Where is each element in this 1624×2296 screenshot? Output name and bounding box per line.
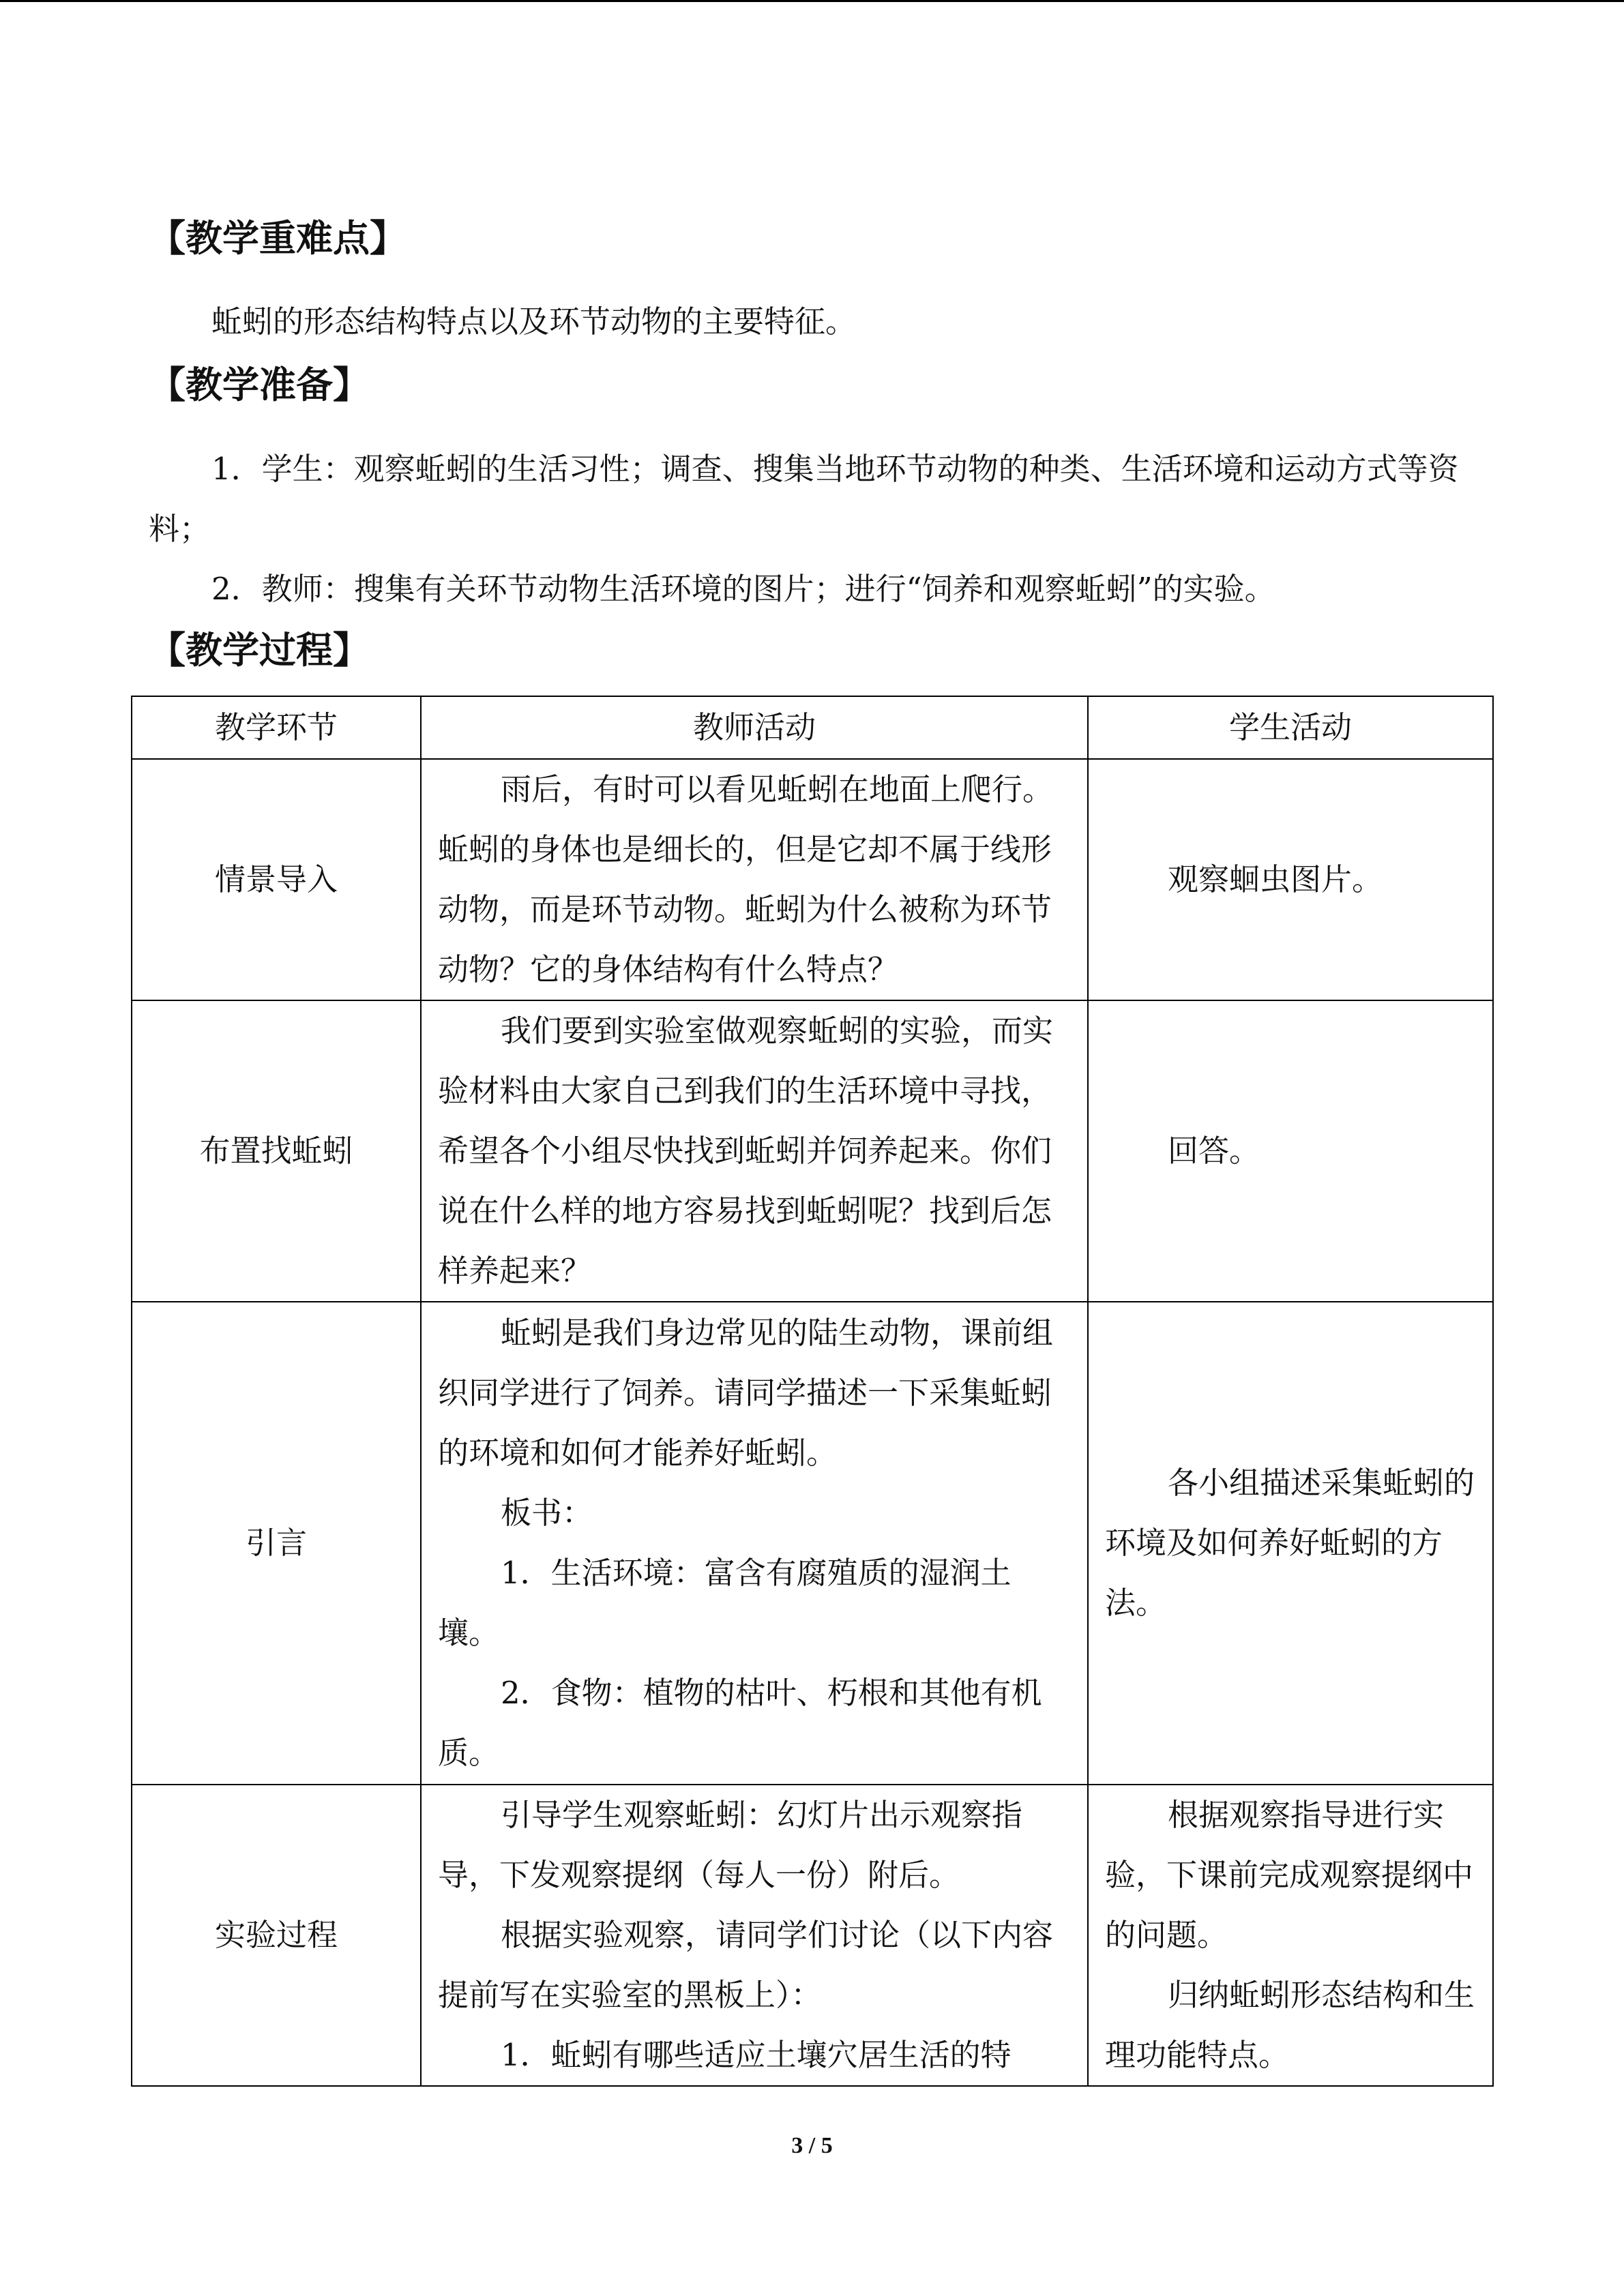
teacher-activity-text: 蚯蚓是我们身边常见的陆生动物，课前组织同学进行了饲养。请同学描述一下采集蚯蚓的环境和如何才能养好蚯蚓。 [438, 1315, 1054, 1471]
teacher-activity-cell [421, 1000, 1088, 1302]
teacher-activity-text: 根据实验观察，请同学们讨论（以下内容提前写在实验室的黑板上）： [438, 1917, 1054, 2013]
preparation-item-teacher: 2．教师：搜集有关环节动物生活环境的图片；进行“饲养和观察蚯蚓”的实验。 [211, 571, 1275, 607]
heading-preparation: 【教学准备】 [149, 363, 370, 406]
page-number: 3 / 5 [791, 2133, 833, 2158]
student-activity-text: 观察蛔虫图片。 [1168, 861, 1383, 897]
difficulty-paragraph: 蚯蚓的形态结构特点以及环节动物的主要特征。 [211, 303, 857, 340]
header-stage: 教学环节 [132, 696, 421, 759]
teacher-activity-text: 引导学生观察蚯蚓：幻灯片出示观察指导，下发观察提纲（每人一份）附后。 [438, 1797, 1023, 1893]
student-activity-text: 各小组描述采集蚯蚓的环境及如何养好蚯蚓的方法。 [1105, 1465, 1475, 1621]
teacher-activity-text: 板书： [501, 1495, 593, 1531]
lesson-process-table [131, 696, 1494, 2087]
teacher-activity-text: 1．蚯蚓有哪些适应土壤穴居生活的特 [501, 2037, 1012, 2073]
teacher-activity-cell [421, 1785, 1088, 2086]
table-row [132, 759, 1493, 1000]
stage-cell: 布置找蚯蚓 [132, 1000, 421, 1302]
heading-process: 【教学过程】 [149, 629, 370, 672]
stage-cell: 引言 [132, 1302, 421, 1785]
header-student-activity: 学生活动 [1088, 696, 1493, 759]
student-activity-cell [1088, 1000, 1493, 1302]
teacher-activity-text: 2．食物：植物的枯叶、朽根和其他有机质。 [438, 1675, 1042, 1771]
preparation-item-students: 1．学生：观察蚯蚓的生活习性；调查、搜集当地环节动物的种类、生活环境和运动方式等资料； [149, 451, 1459, 547]
teacher-activity-cell [421, 1302, 1088, 1785]
student-activity-text: 根据观察指导进行实验，下课前完成观察提纲中的问题。 [1105, 1797, 1474, 1953]
table-row [132, 1000, 1493, 1302]
teacher-activity-text: 1．生活环境：富含有腐殖质的湿润土壤。 [438, 1555, 1012, 1651]
student-activity-text: 归纳蚯蚓形态结构和生理功能特点。 [1105, 1977, 1475, 2073]
student-activity-cell [1088, 1785, 1493, 2086]
student-activity-cell [1088, 1302, 1493, 1785]
heading-difficulty: 【教学重难点】 [149, 217, 407, 260]
student-activity-text: 回答。 [1168, 1133, 1260, 1169]
student-activity-cell [1088, 759, 1493, 1000]
teacher-activity-text: 我们要到实验室做观察蚯蚓的实验，而实验材料由大家自己到我们的生活环境中寻找，希望各个小组尽快找到蚯蚓并饲养起来。你们说在什么样的地方容易找到蚯蚓呢？找到后怎样养起来？ [438, 1013, 1054, 1289]
stage-cell: 情景导入 [132, 759, 421, 1000]
stage-cell: 实验过程 [132, 1785, 421, 2086]
header-teacher-activity: 教师活动 [421, 696, 1088, 759]
table-header-row [132, 696, 1493, 759]
teacher-activity-text: 雨后，有时可以看见蚯蚓在地面上爬行。蚯蚓的身体也是细长的，但是它却不属于线形动物，而是环节动物。蚯蚓为什么被称为环节动物？它的身体结构有什么特点？ [438, 771, 1054, 987]
teacher-activity-cell [421, 759, 1088, 1000]
page-top-border [0, 0, 1624, 2]
table-row [132, 1302, 1493, 1785]
table-row [132, 1785, 1493, 2086]
